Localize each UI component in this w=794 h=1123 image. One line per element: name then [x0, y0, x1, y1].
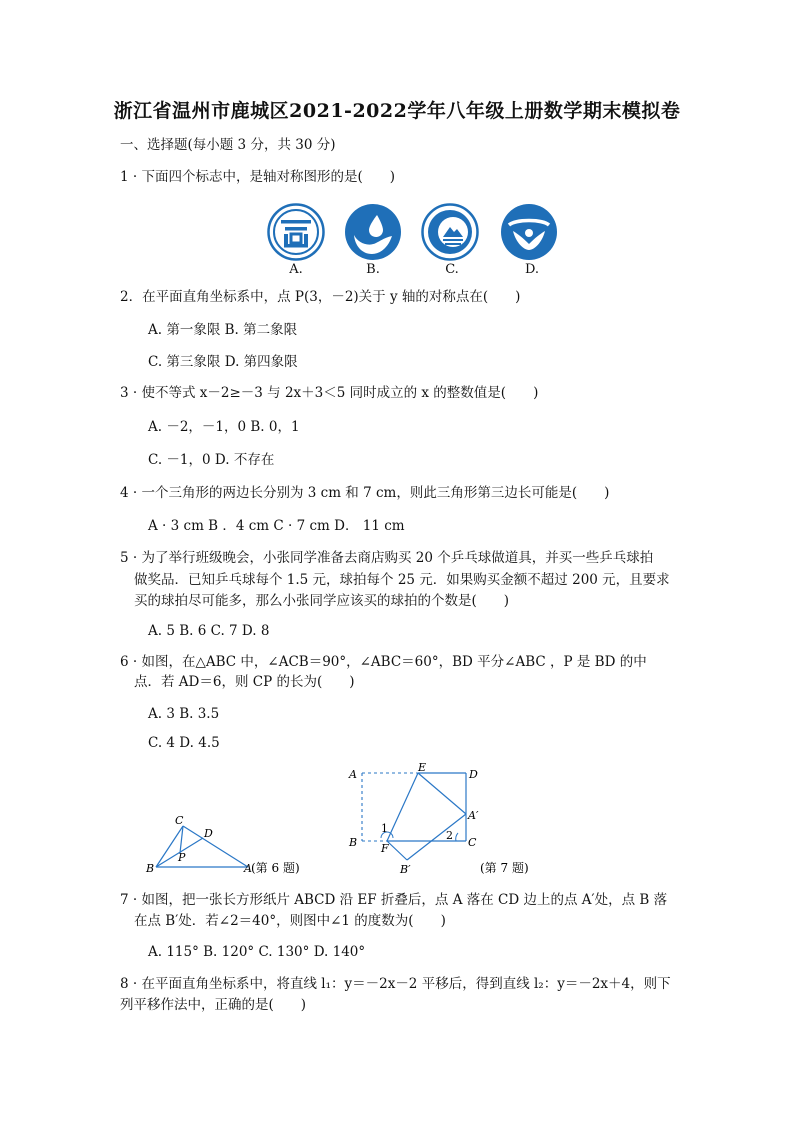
fig7-label-e: E [418, 762, 427, 774]
question-2: 2．在平面直角坐标系中，点 P(3，－2)关于 y 轴的对称点在( ) [120, 289, 521, 305]
question-2-options-2: C. 第三象限 D. 第四象限 [148, 354, 298, 370]
question-2-options-1: A. 第一象限 B. 第二象限 [148, 322, 298, 338]
question-6-line-2: 点．若 AD＝6，则 CP 的长为( ) [134, 674, 355, 690]
question-5-line-3: 买的球拍尽可能多，那么小张同学应该买的球拍的个数是( ) [134, 593, 510, 609]
fig6-label-p: P [178, 851, 186, 864]
fig7-caption: (第 7 题) [480, 861, 529, 875]
logo-c-icon [421, 203, 479, 261]
fig7-label-b: B [349, 836, 358, 849]
question-5-line-1: 5 · 为了举行班级晚会，小张同学准备去商店购买 20 个乒乓球做道具，并买一些乒乓球拍 [120, 550, 654, 566]
question-7-line-1: 7 · 如图，把一张长方形纸片 ABCD 沿 EF 折叠后，点 A 落在 CD 边上的点 A′处，点 B 落 [120, 892, 668, 908]
logo-a-label: A. [289, 262, 303, 277]
question-4-options: A · 3 cm B ．4 cm C · 7 cm D． 11 cm [148, 518, 405, 534]
figure-6-triangle [140, 810, 315, 880]
logo-d-icon [500, 203, 558, 261]
fig7-angle-2: 2 [446, 829, 453, 842]
fig7-label-d: D [469, 768, 478, 781]
question-8-line-2: 列平移作法中，正确的是( ) [120, 997, 307, 1013]
fig7-label-b-prime: B′ [400, 863, 411, 876]
question-3-options-1: A. －2，－1，0 B. 0，1 [148, 419, 300, 435]
logo-b-icon [344, 203, 402, 261]
question-6-line-1: 6 · 如图，在△ABC 中，∠ACB＝90°，∠ABC＝60°，BD 平分∠ABC ，P 是 BD 的中 [120, 654, 647, 670]
logo-d-label: D. [524, 262, 540, 277]
logo-b-label: B. [366, 262, 380, 277]
question-1: 1 · 下面四个标志中，是轴对称图形的是( ) [120, 169, 395, 185]
fig6-label-c: C [175, 814, 184, 827]
question-5-options: A. 5 B. 6 C. 7 D. 8 [148, 623, 270, 639]
exam-title: 浙江省温州市鹿城区2021-2022学年八年级上册数学期末模拟卷 [113, 100, 681, 122]
logo-a-icon [267, 203, 325, 261]
section-heading: 一、选择题(每小题 3 分，共 30 分) [120, 137, 336, 153]
fig7-label-f: F [381, 842, 389, 855]
question-7-line-2: 在点 B′处．若∠2＝40°，则图中∠1 的度数为( ) [134, 913, 446, 929]
fig7-label-c: C [468, 836, 477, 849]
fig6-label-d: D [204, 827, 213, 840]
question-8-line-1: 8 · 在平面直角坐标系中，将直线 l₁：y＝－2x－2 平移后，得到直线 l₂：y＝－2x＋4，则下 [120, 976, 671, 992]
question-6-options-1: A. 3 B. 3.5 [148, 706, 220, 722]
question-3-options-2: C. －1，0 D. 不存在 [148, 452, 275, 468]
logo-c-label: C. [445, 262, 459, 277]
fig7-angle-1: 1 [381, 822, 388, 835]
fig6-caption: (第 6 题) [251, 861, 300, 875]
question-3: 3 · 使不等式 x－2≥－3 与 2x＋3＜5 同时成立的 x 的整数值是( ) [120, 385, 539, 401]
question-7-options: A. 115° B. 120° C. 130° D. 140° [148, 944, 366, 960]
question-6-options-2: C. 4 D. 4.5 [148, 735, 220, 751]
fig6-label-a: A [244, 862, 252, 875]
figure-7-folded-rectangle [345, 762, 545, 880]
fig7-label-a-prime: A′ [468, 809, 479, 822]
fig7-label-a: A [349, 768, 357, 781]
question-5-line-2: 做奖品．已知乒乓球每个 1.5 元，球拍每个 25 元．如果购买金额不超过 200 元，且要求 [134, 572, 670, 588]
fig6-label-b: B [146, 862, 155, 875]
question-4: 4 · 一个三角形的两边长分别为 3 cm 和 7 cm，则此三角形第三边长可能是( ) [120, 485, 610, 501]
